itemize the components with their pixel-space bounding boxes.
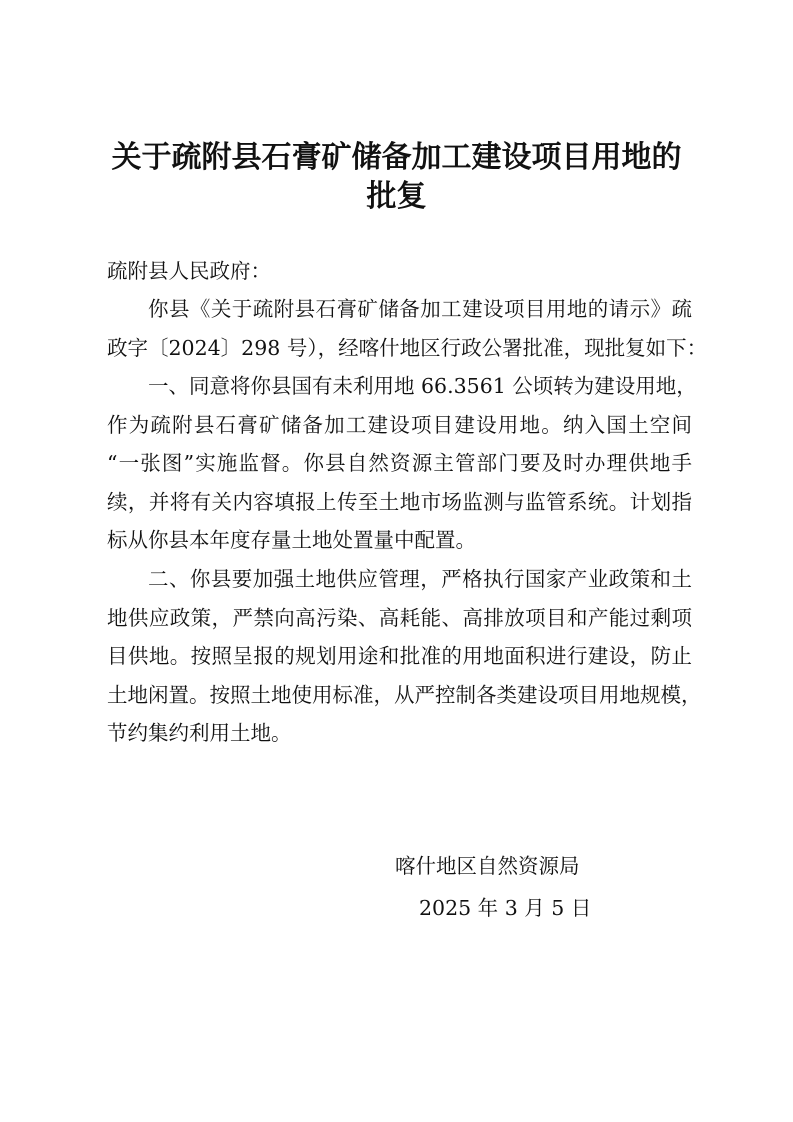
paragraph-line: 土地闲置。按照土地使用标准，从严控制各类建设项目用地规模， bbox=[107, 682, 702, 707]
addressee-text: 疏附县人民政府： bbox=[107, 259, 271, 283]
paragraph-line: 标从你县本年度存量土地处置量中配置。 bbox=[107, 528, 476, 553]
paragraph-line: 你县《关于疏附县石膏矿储备加工建设项目用地的请示》疏 bbox=[148, 297, 692, 321]
paragraph-line: 目供地。按照呈报的规划用途和批准的用地面积进行建设，防止 bbox=[107, 644, 692, 669]
paragraph-approval bbox=[107, 367, 697, 560]
paragraph-line: 政字〔2024〕298 号），经喀什地区行政公署批准，现批复如下： bbox=[107, 335, 708, 360]
paragraph-request bbox=[107, 290, 708, 367]
signature-organization: 喀什地区自然资源局 bbox=[395, 854, 580, 878]
paragraph-line: 节约集约利用土地。 bbox=[107, 721, 292, 746]
paragraph-line: 一、同意将你县国有未利用地 66.3561 公顷转为建设用地， bbox=[148, 374, 697, 398]
paragraph-line: “一张图”实施监督。你县自然资源主管部门要及时办理供地手 bbox=[107, 451, 692, 476]
document-title-line-2: 批复 bbox=[366, 179, 427, 214]
paragraph-line: 地供应政策，严禁向高污染、高耗能、高排放项目和产能过剩项 bbox=[107, 605, 692, 630]
paragraph-line: 二、你县要加强土地供应管理，严格执行国家产业政策和土 bbox=[148, 567, 692, 591]
signature-date: 2025 年 3 月 5 日 bbox=[419, 896, 592, 920]
paragraph-line: 续，并将有关内容填报上传至土地市场监测与监管系统。计划指 bbox=[107, 489, 692, 514]
document-title-line-1: 关于疏附县石膏矿储备加工建设项目用地的 bbox=[111, 140, 682, 175]
paragraph-line: 作为疏附县石膏矿储备加工建设项目建设用地。纳入国土空间 bbox=[107, 412, 692, 437]
paragraph-requirements bbox=[107, 560, 702, 753]
addressee bbox=[107, 252, 692, 291]
